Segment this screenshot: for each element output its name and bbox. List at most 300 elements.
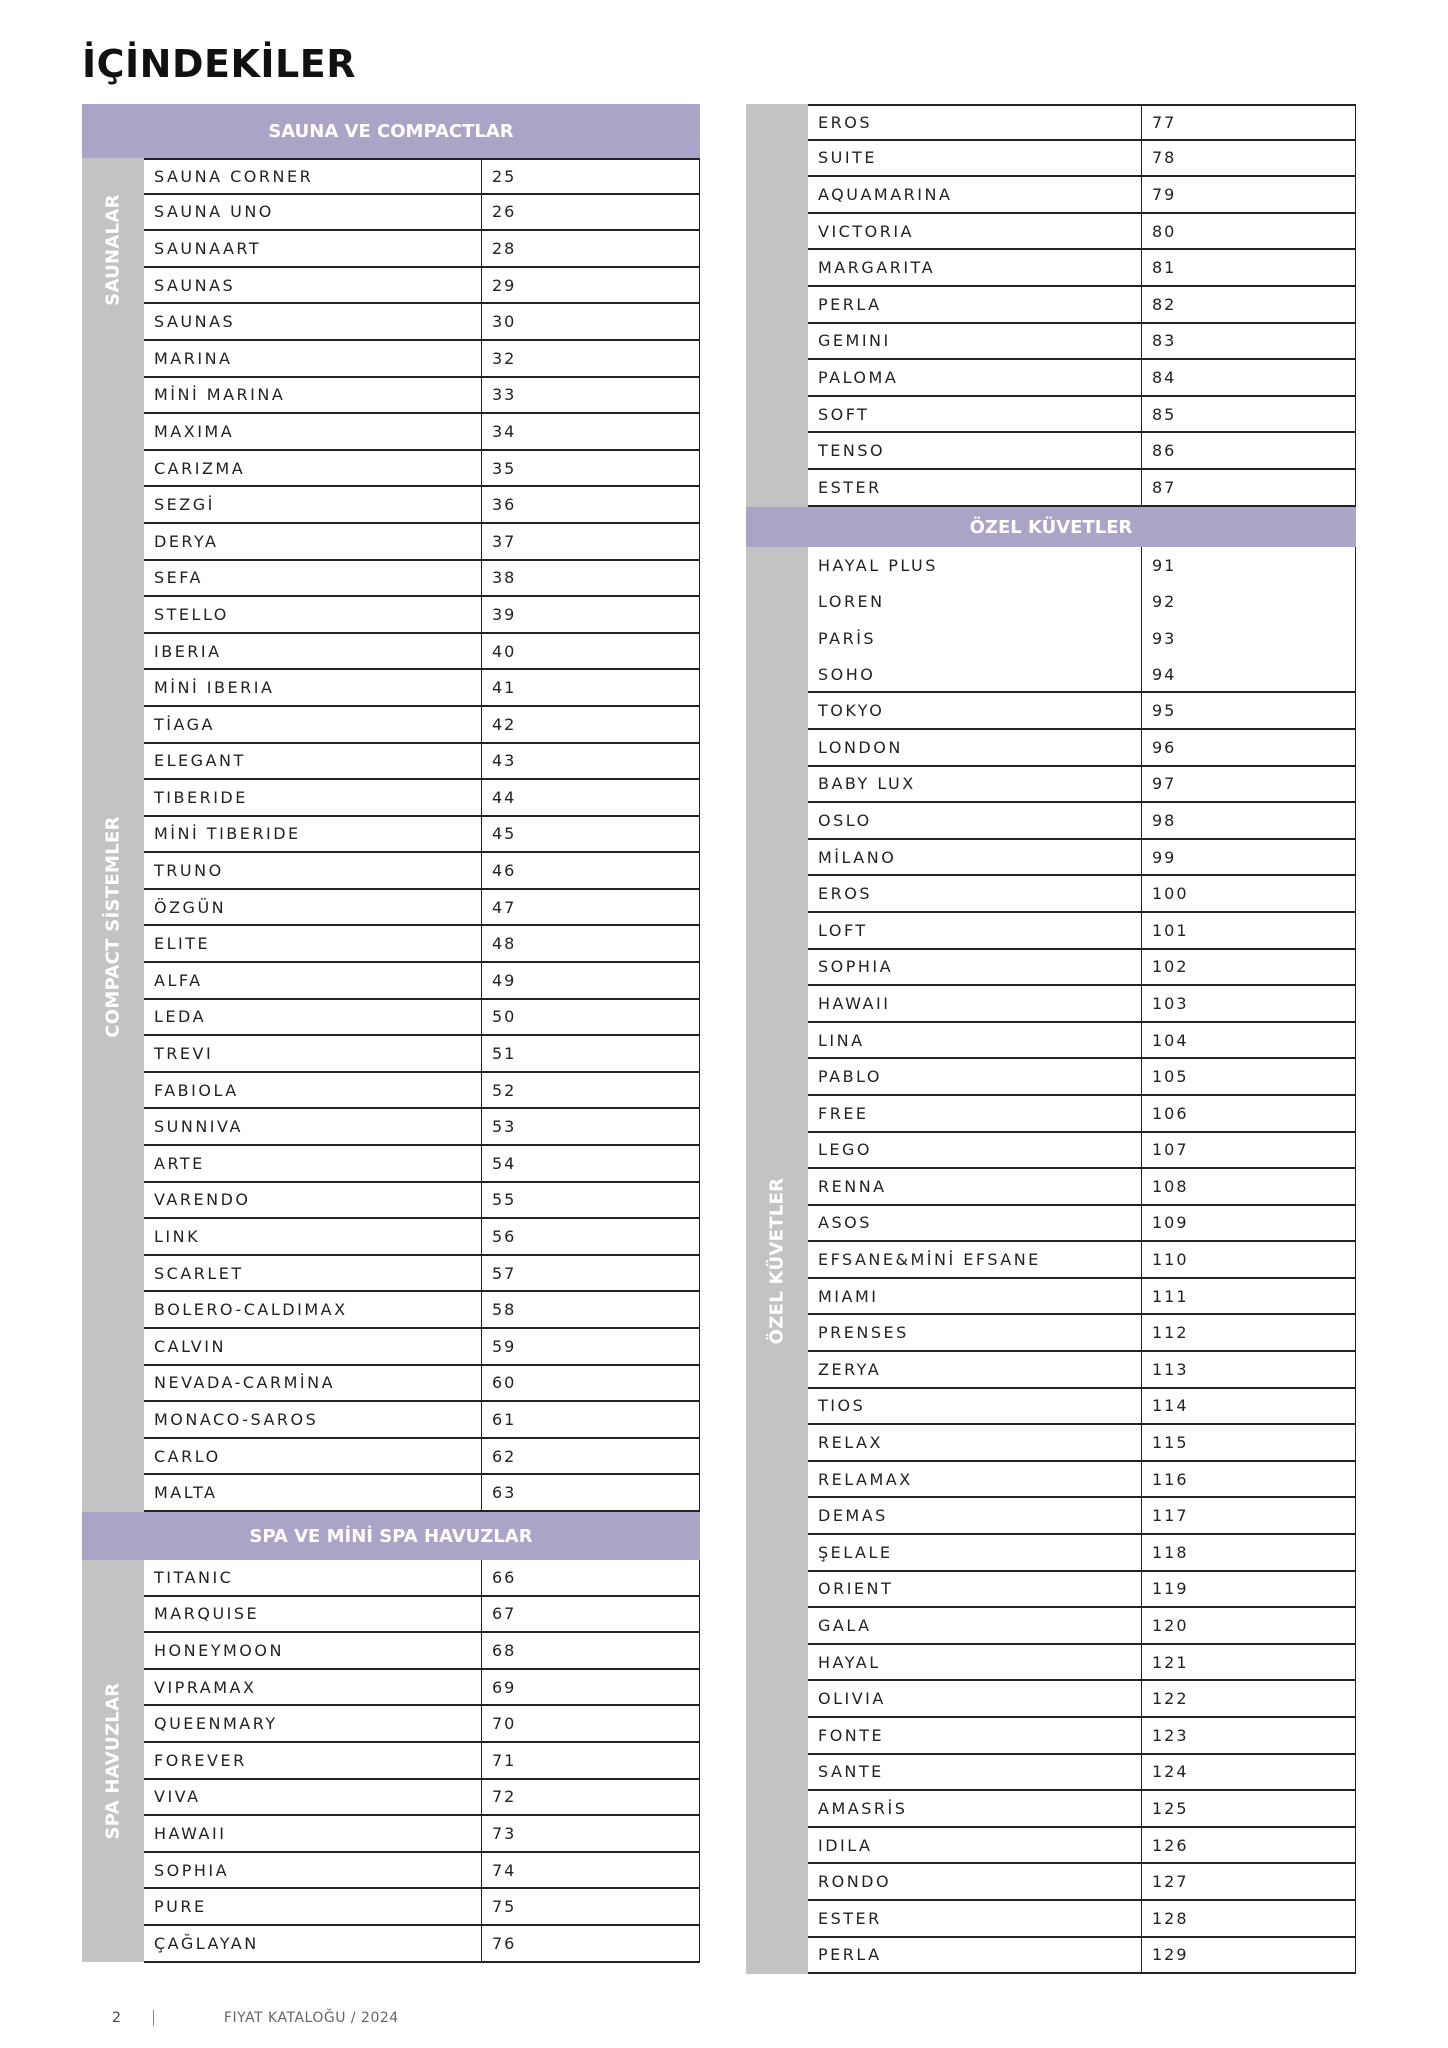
toc-row xyxy=(808,1864,1356,1901)
toc-entry-name: SAUNAART xyxy=(144,231,482,266)
section-header-spa: SPA VE MİNİ SPA HAVUZLAR xyxy=(82,1512,700,1560)
toc-entry-name: LEDA xyxy=(144,1000,482,1035)
toc-entry-name: SAUNA UNO xyxy=(144,195,482,230)
toc-entry-name: AMASRİS xyxy=(808,1791,1142,1826)
toc-entry-name: PURE xyxy=(144,1889,482,1924)
toc-entry-name: OSLO xyxy=(808,803,1142,838)
toc-entry-name: PABLO xyxy=(808,1059,1142,1094)
side-bar-compact xyxy=(82,342,144,1512)
toc-row xyxy=(144,670,700,707)
toc-row xyxy=(808,1462,1356,1499)
toc-entry-name: MAXIMA xyxy=(144,414,482,449)
toc-list-ozel xyxy=(808,547,1356,1974)
toc-row xyxy=(808,950,1356,987)
toc-entry-name: RELAX xyxy=(808,1425,1142,1460)
toc-row xyxy=(144,780,700,817)
side-bar-spa xyxy=(82,1560,144,1962)
toc-entry-name: QUEENMARY xyxy=(144,1706,482,1741)
toc-entry-page: 114 xyxy=(1152,1396,1189,1416)
toc-row xyxy=(144,1743,700,1780)
side-bar-continued xyxy=(746,104,808,507)
toc-row xyxy=(808,657,1356,694)
toc-entry-page: 122 xyxy=(1152,1689,1189,1709)
toc-entry-page: 129 xyxy=(1152,1945,1189,1965)
page-title: İÇİNDEKİLER xyxy=(82,42,356,86)
toc-row xyxy=(808,1352,1356,1389)
toc-entry-name: BOLERO-CALDIMAX xyxy=(144,1292,482,1327)
toc-row xyxy=(144,1926,700,1963)
toc-row xyxy=(808,141,1356,178)
toc-row xyxy=(808,470,1356,507)
toc-row xyxy=(808,1901,1356,1938)
toc-row xyxy=(808,360,1356,397)
toc-entry-page: 32 xyxy=(492,348,517,368)
toc-row xyxy=(144,744,700,781)
toc-row xyxy=(144,1475,700,1512)
toc-entry-name: CARLO xyxy=(144,1439,482,1474)
toc-entry-page: 120 xyxy=(1152,1616,1189,1636)
toc-row xyxy=(808,1938,1356,1975)
toc-entry-page: 91 xyxy=(1152,555,1177,575)
toc-entry-name: GEMINI xyxy=(808,324,1142,359)
toc-entry-name: LINK xyxy=(144,1219,482,1254)
toc-entry-name: SAUNAS xyxy=(144,268,482,303)
toc-row xyxy=(144,926,700,963)
toc-entry-page: 100 xyxy=(1152,884,1189,904)
toc-entry-page: 59 xyxy=(492,1336,517,1356)
toc-entry-name: LONDON xyxy=(808,730,1142,765)
toc-entry-page: 80 xyxy=(1152,221,1177,241)
toc-entry-name: OLIVIA xyxy=(808,1681,1142,1716)
toc-entry-page: 87 xyxy=(1152,477,1177,497)
toc-entry-page: 60 xyxy=(492,1373,517,1393)
toc-entry-name: ALFA xyxy=(144,963,482,998)
toc-entry-page: 69 xyxy=(492,1677,517,1697)
toc-row xyxy=(144,1633,700,1670)
toc-entry-name: ESTER xyxy=(808,1901,1142,1936)
toc-entry-name: MİNİ MARINA xyxy=(144,378,482,413)
toc-entry-page: 106 xyxy=(1152,1103,1189,1123)
toc-entry-page: 84 xyxy=(1152,367,1177,387)
toc-row xyxy=(144,487,700,524)
toc-row xyxy=(144,378,700,415)
toc-row xyxy=(808,397,1356,434)
group-label-compact: COMPACT SİSTEMLER xyxy=(102,816,124,1038)
toc-entry-page: 44 xyxy=(492,787,517,807)
toc-entry-name: NEVADA-CARMİNA xyxy=(144,1366,482,1401)
toc-entry-page: 48 xyxy=(492,934,517,954)
toc-entry-name: ORIENT xyxy=(808,1572,1142,1607)
toc-entry-name: SANTE xyxy=(808,1755,1142,1790)
toc-entry-name: MARGARITA xyxy=(808,250,1142,285)
toc-entry-page: 37 xyxy=(492,531,517,551)
toc-entry-page: 54 xyxy=(492,1153,517,1173)
toc-row xyxy=(144,890,700,927)
toc-row xyxy=(808,1498,1356,1535)
toc-entry-page: 105 xyxy=(1152,1067,1189,1087)
toc-entry-page: 55 xyxy=(492,1190,517,1210)
toc-row xyxy=(144,414,700,451)
toc-entry-page: 73 xyxy=(492,1823,517,1843)
toc-entry-page: 26 xyxy=(492,202,517,222)
toc-entry-page: 125 xyxy=(1152,1798,1189,1818)
toc-row xyxy=(808,287,1356,324)
toc-row xyxy=(144,1036,700,1073)
toc-row xyxy=(144,817,700,854)
side-bar-saunalar xyxy=(82,158,144,342)
toc-row xyxy=(808,324,1356,361)
toc-row xyxy=(144,1329,700,1366)
toc-entry-page: 41 xyxy=(492,678,517,698)
toc-entry-name: PERLA xyxy=(808,287,1142,322)
toc-entry-page: 124 xyxy=(1152,1762,1189,1782)
toc-entry-page: 40 xyxy=(492,641,517,661)
toc-entry-page: 29 xyxy=(492,275,517,295)
toc-row xyxy=(808,433,1356,470)
toc-row xyxy=(144,561,700,598)
toc-entry-page: 111 xyxy=(1152,1286,1189,1306)
toc-row xyxy=(808,1718,1356,1755)
toc-entry-page: 70 xyxy=(492,1714,517,1734)
toc-row xyxy=(144,1597,700,1634)
toc-entry-page: 77 xyxy=(1152,112,1177,132)
toc-row xyxy=(144,1889,700,1926)
toc-entry-name: RELAMAX xyxy=(808,1462,1142,1497)
toc-row xyxy=(808,1389,1356,1426)
toc-entry-name: SEZGİ xyxy=(144,487,482,522)
toc-entry-page: 38 xyxy=(492,568,517,588)
toc-entry-name: FOREVER xyxy=(144,1743,482,1778)
toc-list-continued xyxy=(808,104,1356,507)
toc-entry-name: EROS xyxy=(808,876,1142,911)
catalog-label: FIYAT KATALOĞU / 2024 xyxy=(223,2010,399,2026)
toc-entry-name: SAUNAS xyxy=(144,304,482,339)
toc-entry-name: ASOS xyxy=(808,1206,1142,1241)
toc-row xyxy=(808,913,1356,950)
toc-entry-page: 49 xyxy=(492,970,517,990)
toc-row xyxy=(808,1206,1356,1243)
toc-row xyxy=(144,1402,700,1439)
toc-entry-name: VICTORIA xyxy=(808,214,1142,249)
page-number: 2 xyxy=(112,2010,121,2026)
toc-entry-name: ELEGANT xyxy=(144,744,482,779)
toc-row xyxy=(144,1183,700,1220)
toc-entry-name: MONACO-SAROS xyxy=(144,1402,482,1437)
toc-entry-name: STELLO xyxy=(144,597,482,632)
toc-entry-page: 128 xyxy=(1152,1908,1189,1928)
toc-entry-page: 61 xyxy=(492,1409,517,1429)
toc-entry-name: HAYAL PLUS xyxy=(808,547,1142,584)
toc-entry-page: 115 xyxy=(1152,1433,1189,1453)
toc-entry-page: 66 xyxy=(492,1567,517,1587)
toc-list-spa xyxy=(144,1560,700,1963)
toc-entry-page: 101 xyxy=(1152,920,1189,940)
toc-row xyxy=(144,1109,700,1146)
toc-entry-name: DEMAS xyxy=(808,1498,1142,1533)
toc-entry-name: LEGO xyxy=(808,1133,1142,1168)
toc-row xyxy=(808,1572,1356,1609)
toc-entry-page: 57 xyxy=(492,1263,517,1283)
toc-row xyxy=(808,1608,1356,1645)
toc-entry-name: HAYAL xyxy=(808,1645,1142,1680)
toc-entry-name: PARİS xyxy=(808,620,1142,657)
toc-entry-page: 93 xyxy=(1152,628,1177,648)
toc-entry-page: 63 xyxy=(492,1483,517,1503)
toc-entry-name: HAWAII xyxy=(808,986,1142,1021)
toc-entry-name: BABY LUX xyxy=(808,767,1142,802)
toc-entry-name: RENNA xyxy=(808,1169,1142,1204)
toc-entry-name: TRUNO xyxy=(144,853,482,888)
toc-entry-name: FONTE xyxy=(808,1718,1142,1753)
toc-entry-page: 79 xyxy=(1152,184,1177,204)
toc-entry-page: 82 xyxy=(1152,294,1177,314)
toc-entry-name: ÖZGÜN xyxy=(144,890,482,925)
toc-row xyxy=(144,1146,700,1183)
toc-entry-page: 43 xyxy=(492,751,517,771)
toc-entry-page: 30 xyxy=(492,312,517,332)
toc-row xyxy=(808,1096,1356,1133)
toc-entry-page: 92 xyxy=(1152,592,1177,612)
group-label-spa-havuzlar: SPA HAVUZLAR xyxy=(102,1682,124,1840)
toc-entry-page: 127 xyxy=(1152,1872,1189,1892)
toc-row xyxy=(808,876,1356,913)
toc-row xyxy=(808,177,1356,214)
toc-row xyxy=(808,620,1356,657)
toc-entry-name: ELITE xyxy=(144,926,482,961)
toc-entry-page: 25 xyxy=(492,166,517,186)
toc-entry-page: 71 xyxy=(492,1750,517,1770)
toc-row xyxy=(808,986,1356,1023)
toc-row xyxy=(144,1706,700,1743)
toc-entry-page: 58 xyxy=(492,1300,517,1320)
toc-entry-name: SOPHIA xyxy=(808,950,1142,985)
toc-row xyxy=(144,158,700,195)
toc-row xyxy=(808,1315,1356,1352)
toc-entry-name: MARQUISE xyxy=(144,1597,482,1632)
toc-entry-name: MARINA xyxy=(144,341,482,376)
toc-entry-page: 108 xyxy=(1152,1176,1189,1196)
toc-row xyxy=(144,1670,700,1707)
toc-entry-name: FREE xyxy=(808,1096,1142,1131)
toc-entry-name: SAUNA CORNER xyxy=(144,160,482,193)
toc-entry-page: 109 xyxy=(1152,1213,1189,1233)
toc-entry-page: 36 xyxy=(492,495,517,515)
toc-entry-name: SOHO xyxy=(808,657,1142,692)
toc-entry-page: 39 xyxy=(492,604,517,624)
toc-row xyxy=(808,214,1356,251)
toc-entry-name: TIOS xyxy=(808,1389,1142,1424)
toc-row xyxy=(808,1242,1356,1279)
section-header-ozel: ÖZEL KÜVETLER xyxy=(746,507,1356,547)
toc-entry-page: 123 xyxy=(1152,1725,1189,1745)
toc-row xyxy=(808,840,1356,877)
toc-entry-page: 85 xyxy=(1152,404,1177,424)
toc-row xyxy=(808,250,1356,287)
section-header-sauna: SAUNA VE COMPACTLAR xyxy=(82,104,700,158)
toc-entry-page: 99 xyxy=(1152,847,1177,867)
toc-entry-name: VIPRAMAX xyxy=(144,1670,482,1705)
toc-entry-name: LOFT xyxy=(808,913,1142,948)
toc-entry-name: DERYA xyxy=(144,524,482,559)
toc-row xyxy=(144,1780,700,1817)
toc-entry-name: ESTER xyxy=(808,470,1142,505)
toc-entry-name: TREVI xyxy=(144,1036,482,1071)
toc-entry-page: 45 xyxy=(492,824,517,844)
toc-row xyxy=(144,1256,700,1293)
toc-entry-page: 96 xyxy=(1152,737,1177,757)
footer-divider xyxy=(153,2010,154,2026)
toc-row xyxy=(144,1073,700,1110)
toc-entry-page: 56 xyxy=(492,1227,517,1247)
toc-entry-page: 47 xyxy=(492,897,517,917)
toc-entry-page: 103 xyxy=(1152,993,1189,1013)
toc-entry-page: 126 xyxy=(1152,1835,1189,1855)
toc-row xyxy=(144,1853,700,1890)
toc-row xyxy=(808,1023,1356,1060)
toc-entry-page: 42 xyxy=(492,714,517,734)
toc-row xyxy=(808,1645,1356,1682)
toc-row xyxy=(144,1439,700,1476)
toc-entry-page: 116 xyxy=(1152,1469,1189,1489)
toc-entry-name: PRENSES xyxy=(808,1315,1142,1350)
toc-entry-page: 75 xyxy=(492,1897,517,1917)
toc-row xyxy=(808,693,1356,730)
toc-entry-name: EFSANE&MİNİ EFSANE xyxy=(808,1242,1142,1277)
toc-entry-name: MİNİ TIBERIDE xyxy=(144,817,482,852)
toc-entry-page: 107 xyxy=(1152,1140,1189,1160)
toc-entry-page: 46 xyxy=(492,861,517,881)
toc-row xyxy=(144,634,700,671)
toc-row xyxy=(808,1755,1356,1792)
toc-entry-name: MİNİ IBERIA xyxy=(144,670,482,705)
toc-entry-name: TOKYO xyxy=(808,693,1142,728)
group-label-saunalar: SAUNALAR xyxy=(102,194,124,306)
toc-row xyxy=(144,231,700,268)
toc-row xyxy=(808,1791,1356,1828)
toc-entry-page: 53 xyxy=(492,1117,517,1137)
toc-row xyxy=(144,963,700,1000)
toc-entry-name: TIBERIDE xyxy=(144,780,482,815)
toc-row xyxy=(808,1425,1356,1462)
toc-entry-page: 28 xyxy=(492,238,517,258)
toc-entry-name: SCARLET xyxy=(144,1256,482,1291)
toc-entry-name: PALOMA xyxy=(808,360,1142,395)
toc-entry-name: LINA xyxy=(808,1023,1142,1058)
toc-entry-name: HONEYMOON xyxy=(144,1633,482,1668)
toc-entry-name: MİLANO xyxy=(808,840,1142,875)
toc-entry-page: 52 xyxy=(492,1080,517,1100)
toc-entry-name: HAWAII xyxy=(144,1816,482,1851)
toc-entry-page: 67 xyxy=(492,1604,517,1624)
toc-row xyxy=(808,547,1356,584)
toc-entry-name: SOPHIA xyxy=(144,1853,482,1888)
toc-entry-page: 95 xyxy=(1152,701,1177,721)
toc-row xyxy=(808,1535,1356,1572)
toc-entry-name: ARTE xyxy=(144,1146,482,1181)
toc-entry-page: 104 xyxy=(1152,1030,1189,1050)
toc-entry-page: 117 xyxy=(1152,1506,1189,1526)
toc-row xyxy=(144,1366,700,1403)
toc-entry-page: 102 xyxy=(1152,957,1189,977)
toc-entry-page: 112 xyxy=(1152,1323,1189,1343)
toc-entry-page: 110 xyxy=(1152,1250,1189,1270)
toc-row xyxy=(808,1169,1356,1206)
toc-entry-page: 83 xyxy=(1152,331,1177,351)
toc-entry-page: 74 xyxy=(492,1860,517,1880)
toc-entry-name: SOFT xyxy=(808,397,1142,432)
toc-entry-page: 68 xyxy=(492,1640,517,1660)
toc-entry-page: 34 xyxy=(492,421,517,441)
toc-entry-name: MALTA xyxy=(144,1475,482,1510)
toc-entry-name: GALA xyxy=(808,1608,1142,1643)
toc-entry-page: 97 xyxy=(1152,774,1177,794)
toc-entry-page: 51 xyxy=(492,1044,517,1064)
toc-entry-name: CARIZMA xyxy=(144,451,482,486)
toc-entry-page: 118 xyxy=(1152,1542,1189,1562)
toc-row xyxy=(808,767,1356,804)
toc-entry-name: PERLA xyxy=(808,1938,1142,1973)
toc-entry-page: 50 xyxy=(492,1007,517,1027)
toc-row xyxy=(808,1828,1356,1865)
toc-row xyxy=(144,341,700,378)
toc-entry-name: SUITE xyxy=(808,141,1142,176)
toc-entry-name: ZERYA xyxy=(808,1352,1142,1387)
toc-row xyxy=(144,1000,700,1037)
toc-entry-name: CALVIN xyxy=(144,1329,482,1364)
toc-entry-name: VARENDO xyxy=(144,1183,482,1218)
toc-row xyxy=(808,1059,1356,1096)
toc-entry-page: 121 xyxy=(1152,1652,1189,1672)
toc-entry-page: 72 xyxy=(492,1787,517,1807)
toc-entry-page: 35 xyxy=(492,458,517,478)
toc-entry-name: MIAMI xyxy=(808,1279,1142,1314)
footer xyxy=(112,2010,399,2026)
toc-row xyxy=(808,1279,1356,1316)
toc-entry-name: EROS xyxy=(808,106,1142,139)
toc-entry-name: TİAGA xyxy=(144,707,482,742)
toc-row xyxy=(144,1219,700,1256)
toc-row xyxy=(808,104,1356,141)
toc-row xyxy=(144,268,700,305)
toc-entry-page: 113 xyxy=(1152,1359,1189,1379)
toc-row xyxy=(144,707,700,744)
toc-entry-name: RONDO xyxy=(808,1864,1142,1899)
toc-row xyxy=(808,584,1356,621)
toc-entry-name: IBERIA xyxy=(144,634,482,669)
toc-entry-name: IDILA xyxy=(808,1828,1142,1863)
toc-row xyxy=(144,1292,700,1329)
toc-entry-page: 81 xyxy=(1152,258,1177,278)
toc-entry-name: TENSO xyxy=(808,433,1142,468)
toc-entry-page: 33 xyxy=(492,385,517,405)
side-bar-ozel xyxy=(746,547,808,1974)
toc-entry-page: 119 xyxy=(1152,1579,1189,1599)
toc-row xyxy=(808,803,1356,840)
toc-entry-name: TITANIC xyxy=(144,1560,482,1595)
toc-entry-name: LOREN xyxy=(808,584,1142,621)
toc-entry-name: AQUAMARINA xyxy=(808,177,1142,212)
toc-row xyxy=(144,597,700,634)
toc-entry-name: SUNNIVA xyxy=(144,1109,482,1144)
toc-entry-name: FABIOLA xyxy=(144,1073,482,1108)
toc-entry-name: ÇAĞLAYAN xyxy=(144,1926,482,1961)
toc-entry-page: 86 xyxy=(1152,441,1177,461)
toc-row xyxy=(144,195,700,232)
toc-entry-name: VIVA xyxy=(144,1780,482,1815)
toc-row xyxy=(808,1681,1356,1718)
toc-entry-name: ŞELALE xyxy=(808,1535,1142,1570)
toc-entry-page: 62 xyxy=(492,1446,517,1466)
